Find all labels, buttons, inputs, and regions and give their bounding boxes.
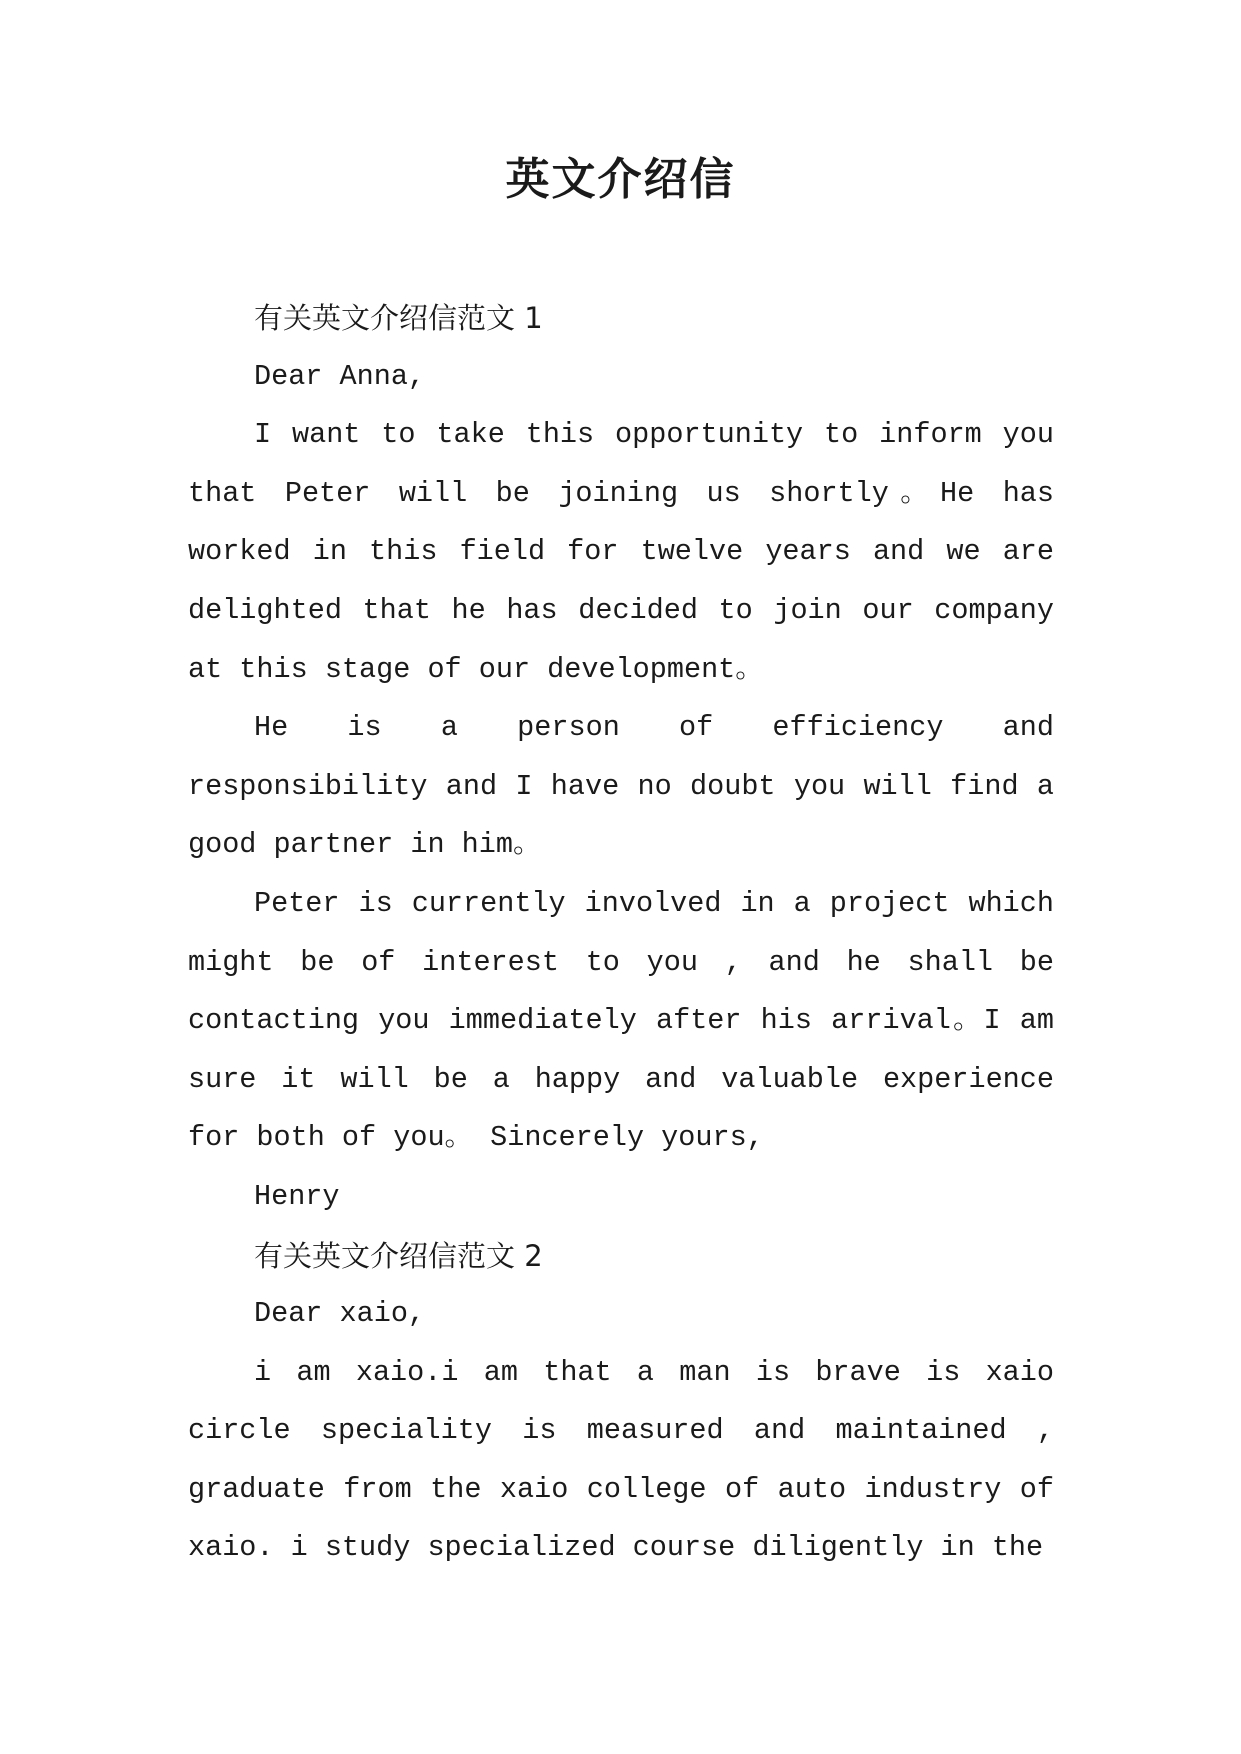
paragraph: I want to take this opportunity to inform you that Peter will be joining us shortly。He has worked in this field for twelve years and we are delighted that he has decided to join our company at this stage of our development。	[188, 418, 1054, 686]
salutation-2: Dear xaio,	[254, 1297, 426, 1331]
signature-name: Henry	[254, 1179, 340, 1213]
paragraph: i am xaio.i am that a man is brave is xaio circle speciality is measured and maintained , graduate from the xaio college of auto industry of xaio. i study specialized course diligently in the	[188, 1355, 1054, 1565]
document-body	[188, 289, 1054, 1578]
section-heading-2: 有关英文介绍信范文 2	[254, 1238, 543, 1273]
paragraph: Peter is currently involved in a project which might be of interest to you , and he shall be contacting you immediately after his arrival。I am sure it will be a happy and valuable experience for both of you。 Sincerely yours,	[188, 886, 1054, 1155]
salutation-1: Dear Anna,	[254, 359, 426, 393]
section-heading-1: 有关英文介绍信范文 1	[254, 301, 543, 335]
document-title: 英文介绍信	[505, 154, 736, 205]
paragraph: He is a person of efficiency and responsibility and I have no doubt you will find a good partner in him。	[188, 711, 1054, 862]
